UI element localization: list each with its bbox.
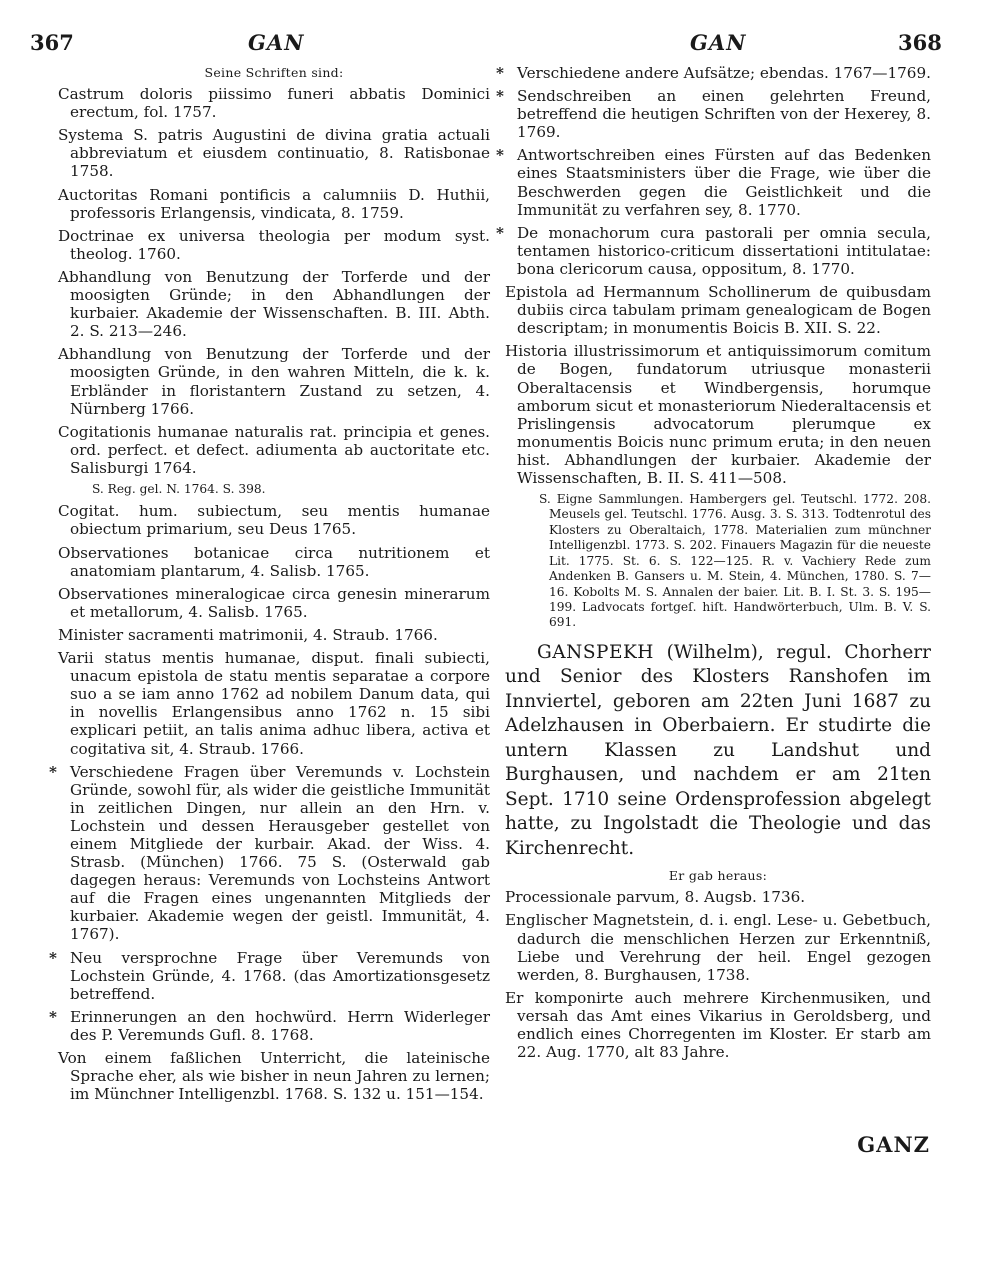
right-running-head: GAN — [690, 30, 747, 55]
bibliography-entry: Abhandlung von Benutzung der Torferde und der moosigten Gründe, in den wahren Mitteln, die k. k. Erbländer in floristantern Zustand zu setzen, 4. Nürnberg 1766. — [58, 345, 490, 418]
left-column — [58, 64, 490, 1108]
biography-paragraph — [505, 641, 931, 862]
bibliography-entry: Von einem faßlichen Unterricht, die lateinische Sprache eher, als wie bisher in neun Jahren zu lernen; im Münchner Intelligenzbl. 1768. S. 132 u. 151—154. — [58, 1049, 490, 1104]
starred-entry: * Neu versprochne Frage über Veremunds von Lochstein Gründe, 4. 1768. (das Amortizationsgesetz betreffend. — [58, 949, 490, 1003]
bibliography-entry: Varii status mentis humanae, disput. finali subiecti, unacum epistola de statu mentis separatae a corpore suo a se iam anno 1762 ad nobilem Danum data, qui in novellis Erlangensibus anno 1762 n. 15 sibi explicari petiit, an talis anima adhuc libera, activa et cogitativa sit, 4. Straub. 1766. — [58, 649, 490, 758]
bibliography-entry: Systema S. patris Augustini de divina gratia actuali abbreviatum et eiusdem continuatio, 8. Ratisbonae 1758. — [58, 126, 490, 181]
starred-entry: * Sendschreiben an einen gelehrten Freund, betreffend die heutigen Schriften von der Hexerey, 8. 1769. — [505, 87, 931, 141]
bibliography-entry: Cogitationis humanae naturalis rat. principia et genes. ord. perfect. et defect. adiumenta ab auctoritate etc. Salisburgi 1764. — [58, 422, 490, 477]
left-page-number: 367 — [30, 30, 74, 55]
bibliography-entry: Historia illustrissimorum et antiquissimorum comitum de Bogen, fundatorum utriusque monasterii Oberaltacensis et Windbergensis, horumque amborum sicut et monasteriorum Niederaltacensis et Prislingensis advocatorum plerumque ex monumentis Boicis nunc primum eruta; in den neuen hist. Abhandlungen der kurbaier. Akademie der Wissenschaften, B. II. S. 411—508. — [505, 342, 931, 487]
bibliography-entry: Observationes botanicae circa nutritionem et anatomiam plantarum, 4. Salisb. 1765. — [58, 543, 490, 580]
writings-subhead: Seine Schriften sind: — [204, 65, 344, 80]
published-subhead: Er gab heraus: — [668, 868, 768, 884]
bibliography-entry: Er komponirte auch mehrere Kirchenmusiken, und versah das Amt eines Vikarius in Geroldsberg, und endlich eines Chorregenten im Kloster. Er starb am 22. Aug. 1770, alt 83 Jahre. — [505, 988, 931, 1062]
bibliography-entry: Minister sacramenti matrimonii, 4. Straub. 1766. — [58, 625, 438, 644]
bibliography-entry: Englischer Magnetstein, d. i. engl. Lese- u. Gebetbuch, dadurch die menschlichen Herzen zur Erkenntniß, Liebe und Verehrung der heil. Engel gezogen werden, 8. Burghausen, 1738. — [505, 911, 931, 984]
bibliography-entry: Observationes mineralogicae circa genesin minerarum et metallorum, 4. Salisb. 1765. — [58, 584, 490, 621]
starred-entry: * Verschiedene andere Aufsätze; ebendas. 1767—1769. — [505, 64, 931, 82]
bibliography-entry: Castrum doloris piissimo funeri abbatis Dominici erectum, fol. 1757. — [58, 85, 490, 122]
reference-note: S. Eigne Sammlungen. Hambergers gel. Teutschl. 1772. 208. Meusels gel. Teutschl. 1776. Ausg. 3. S. 313. Todtenrotul des Klosters zu Oberaltaich, 1778. Materialien zum münchner Intelligenzbl. 1773. S. 202. Finauers Magazin für die neueste Lit. 1775. St. 6. S. 122—125. R. v. Vachiery Rede zum Andenken B. Gansers u. M. Stein, 4. München, 1780. S. 7—16. Kobolts M. S. Annalen der baier. Lit. B. I. St. 3. S. 195—199. Ladvocats fortgeſ. hiſt. Handwörterbuch, Ulm. B. V. S. 691. — [539, 492, 931, 630]
bibliography-entry: Cogitat. hum. subiectum, seu mentis humanae obiectum primarium, seu Deus 1765. — [58, 502, 490, 539]
starred-entry: * Verschiedene Fragen über Veremunds v. Lochstein Gründe, sowohl für, als wider die geistliche Immunität in zeitlichen Dingen, nur allein an den Hrn. v. Lochstein und dessen Herausgeber gestellet von einem Mitgliede der kurbair. Akad. der Wiss. 4. Strasb. (München) 1766. 75 S. (Osterwald gab dagegen heraus: Veremunds von Lochsteins Antwort auf die Fragen eines ungenannten Mitglieds der kurbaier. Akademie wegen der geistl. Immunität, 4. 1767). — [58, 763, 490, 944]
right-column — [505, 64, 931, 1066]
bibliography-entry: Doctrinae ex universa theologia per modum syst. theolog. 1760. — [58, 226, 490, 263]
left-running-head: GAN — [248, 30, 305, 55]
starred-entry: * De monachorum cura pastorali per omnia secula, tentamen historico-criticum dissertationi intitulatae: bona clericorum causa, oppositum, 8. 1770. — [505, 224, 931, 278]
reference-note: S. Reg. gel. N. 1764. S. 398. — [92, 481, 266, 496]
catchword: GANZ — [857, 1132, 930, 1157]
starred-entry: * Antwortschreiben eines Fürsten auf das Bedenken eines Staatsministers über die Frage, wie über die Beschwerden gegen die Geistlichkeit und die Immunität zu verfahren sey, 8. 1770. — [505, 146, 931, 218]
biography-text: (Wilhelm), regul. Chorherr und Senior des Klosters Ranshofen im Innviertel, geboren am 22ten Juni 1687 zu Adelzhausen in Oberbaiern. Er studirte die untern Klassen zu Landshut und Burghausen, und nachdem er am 21ten Sept. 1710 seine Ordensprofession abgelegt hatte, zu Ingolstadt die Theologie und das Kirchenrecht. — [505, 641, 931, 859]
right-page-number: 368 — [898, 30, 942, 55]
bibliography-entry: Abhandlung von Benutzung der Torferde und der moosigten Gründe; in den Abhandlungen der kurbaier. Akademie der Wissenschaften. B. III. Abth. 2. S. 213—246. — [58, 267, 490, 341]
starred-entry: * Erinnerungen an den hochwürd. Herrn Widerleger des P. Veremunds Gufl. 8. 1768. — [58, 1008, 490, 1044]
bibliography-entry: Auctoritas Romani pontificis a calumniis D. Huthii, professoris Erlangensis, vindicata, 8. 1759. — [58, 185, 490, 222]
bibliography-entry: Epistola ad Hermannum Schollinerum de quibusdam dubiis circa tabulam primam genealogicam de Bogen descriptam; in monumentis Boicis B. XII. S. 22. — [505, 283, 931, 338]
bibliography-entry: Processionale parvum, 8. Augsb. 1736. — [505, 888, 806, 907]
biography-name: GANSPEKH — [537, 641, 654, 663]
